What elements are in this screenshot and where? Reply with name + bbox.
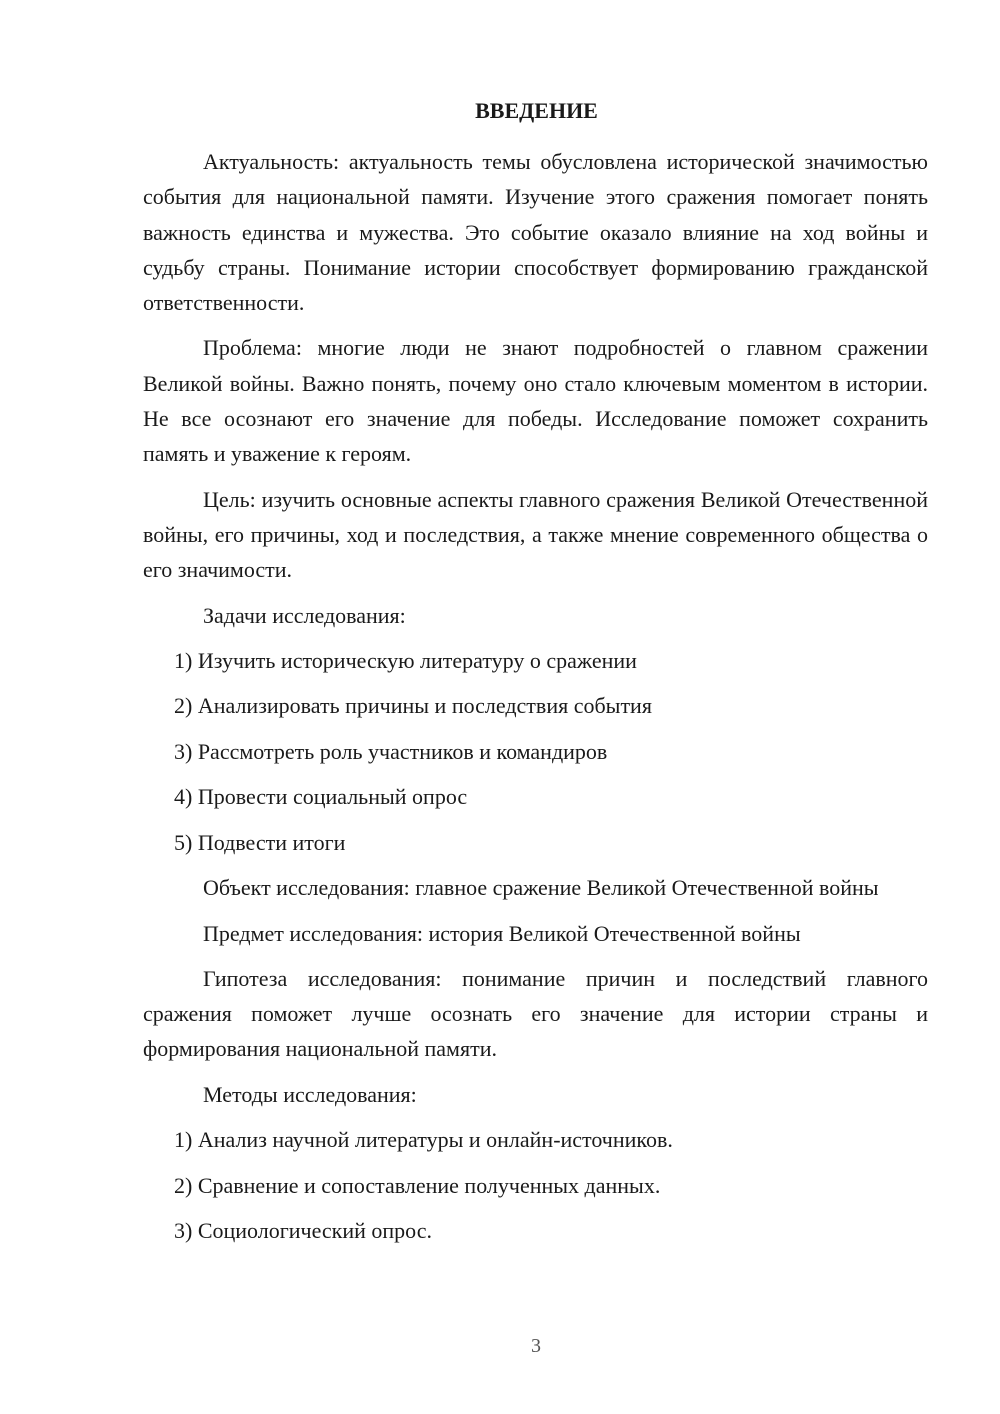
section-title: ВВЕДЕНИЕ bbox=[475, 98, 598, 123]
problem-paragraph: Проблема: многие люди не знают подробностей о главном сражении Великой войны. Важно понять, почему оно стало ключевым моментом в истории. Не все осознают его значение для победы. Исследование поможет сохранить память и уважение к героям. bbox=[143, 335, 928, 467]
task-item: 1) Изучить историческую литературу о сражении bbox=[174, 647, 637, 673]
tasks-heading: Задачи исследования: bbox=[203, 602, 406, 628]
object-paragraph: Объект исследования: главное сражение Великой Отечественной войны bbox=[203, 875, 879, 901]
hypothesis-paragraph: Гипотеза исследования: понимание причин и последствий главного сражения поможет лучше осознать его значение для истории страны и формирования национальной памяти. bbox=[143, 965, 928, 1062]
tasks-list bbox=[143, 643, 928, 860]
task-item: 5) Подвести итоги bbox=[174, 829, 346, 855]
subject-paragraph: Предмет исследования: история Великой Отечественной войны bbox=[203, 920, 801, 946]
task-item: 2) Анализировать причины и последствия события bbox=[174, 693, 652, 719]
page-number: 3 bbox=[531, 1335, 541, 1357]
relevance-paragraph: Актуальность: актуальность темы обусловлена исторической значимостью события для национальной памяти. Изучение этого сражения помогает понять важность единства и мужества. Это событие оказало влияние на ход войны и судьбу страны. Понимание истории способствует формированию гражданской ответственности. bbox=[143, 149, 928, 316]
task-item: 4) Провести социальный опрос bbox=[174, 784, 468, 810]
methods-heading: Методы исследования: bbox=[203, 1081, 417, 1107]
methods-list bbox=[143, 1122, 928, 1248]
document-page bbox=[143, 96, 928, 1259]
goal-paragraph: Цель: изучить основные аспекты главного сражения Великой Отечественной войны, его причины, ход и последствия, а также мнение современного общества о его значимости. bbox=[143, 486, 928, 583]
method-item: 1) Анализ научной литературы и онлайн-источников. bbox=[174, 1127, 673, 1153]
method-item: 2) Сравнение и сопоставление полученных данных. bbox=[174, 1172, 661, 1198]
method-item: 3) Социологический опрос. bbox=[174, 1218, 432, 1244]
task-item: 3) Рассмотреть роль участников и командиров bbox=[174, 738, 608, 764]
